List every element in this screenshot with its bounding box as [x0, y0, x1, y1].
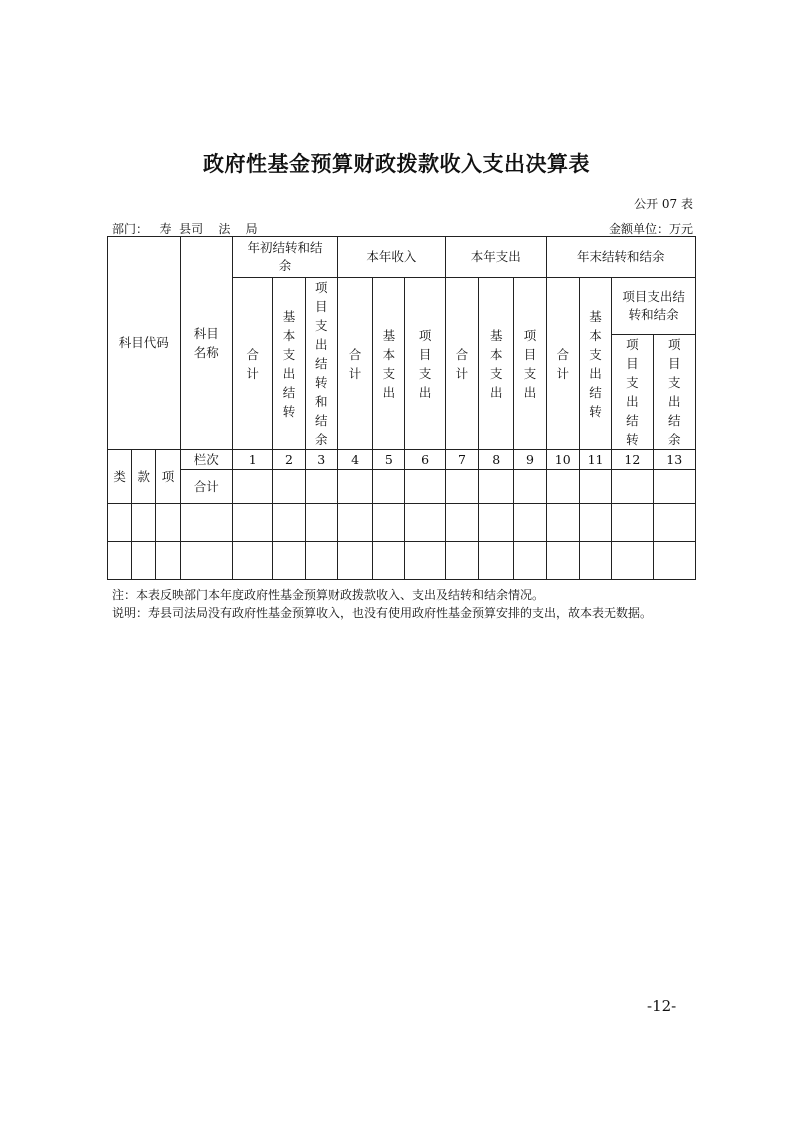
table-cell [108, 542, 132, 580]
code-level-class: 类 [108, 450, 132, 504]
closing-project-carry-header: 项目支出结转 [612, 335, 653, 450]
table-row [108, 542, 696, 580]
table-cell [305, 470, 337, 504]
table-cell [612, 504, 653, 542]
note-text: 注：本表反映部门本年度政府性基金预算财政拨款收入、支出及结转和结余情况。 [112, 588, 545, 602]
table-cell [445, 470, 478, 504]
closing-total-header: 合计 [546, 278, 579, 450]
table-cell [546, 470, 579, 504]
table-cell [337, 542, 372, 580]
closing-project-surplus-header: 项目支出结余 [653, 335, 696, 450]
income-total-header: 合计 [337, 278, 372, 450]
closing-project-group-header: 项目支出结转和结余 [612, 278, 696, 335]
table-cell [579, 470, 611, 504]
table-cell [514, 542, 546, 580]
column-number: 8 [479, 450, 514, 470]
column-number-label: 栏次 [180, 450, 232, 470]
table-cell [579, 542, 611, 580]
table-cell [108, 504, 132, 542]
department-label: 部门： 寿 县司 法 局 [112, 222, 258, 236]
income-project-header: 项目支出 [405, 278, 445, 450]
table-cell [305, 504, 337, 542]
opening-basic-header: 基本支出结转 [273, 278, 305, 450]
column-number: 4 [337, 450, 372, 470]
expense-basic-header: 基本支出 [479, 278, 514, 450]
table-cell [546, 504, 579, 542]
page-title: 政府性基金预算财政拨款收入支出决算表 [203, 152, 590, 176]
table-cell [514, 504, 546, 542]
table-cell [479, 470, 514, 504]
table-cell [653, 542, 696, 580]
table-cell [445, 504, 478, 542]
column-number: 11 [579, 450, 611, 470]
table-cell [180, 504, 232, 542]
amount-unit: 金额单位：万元 [608, 222, 693, 236]
column-number: 1 [233, 450, 273, 470]
column-number: 3 [305, 450, 337, 470]
table-cell [405, 470, 445, 504]
table-cell [546, 542, 579, 580]
explanation-text: 说明：寿县司法局没有政府性基金预算收入，也没有使用政府性基金预算安排的支出，故本表无数据。 [112, 606, 653, 620]
code-level-item: 项 [156, 450, 180, 504]
table-cell [156, 542, 180, 580]
table-cell [337, 504, 372, 542]
opening-balance-header: 年初结转和结余 [233, 237, 338, 278]
table-cell [180, 542, 232, 580]
table-cell [273, 504, 305, 542]
subject-code-header: 科目代码 [108, 237, 181, 450]
expense-total-header: 合计 [445, 278, 478, 450]
table-cell [479, 542, 514, 580]
column-number: 12 [612, 450, 653, 470]
table-cell [305, 542, 337, 580]
table-cell [233, 542, 273, 580]
table-cell [612, 542, 653, 580]
closing-basic-header: 基本支出结转 [579, 278, 611, 450]
form-number: 公开 07 表 [634, 197, 693, 211]
expense-project-header: 项目支出 [514, 278, 546, 450]
table-cell [653, 470, 696, 504]
table-cell [273, 542, 305, 580]
total-row-label: 合计 [180, 470, 232, 504]
table-cell [233, 470, 273, 504]
closing-balance-header: 年末结转和结余 [546, 237, 695, 278]
table-cell [405, 542, 445, 580]
table-cell [373, 504, 405, 542]
page-number: -12- [647, 997, 677, 1015]
opening-project-header: 项目支出结转和结余 [305, 278, 337, 450]
column-number: 10 [546, 450, 579, 470]
table-cell [132, 542, 156, 580]
column-number: 9 [514, 450, 546, 470]
table-row [108, 470, 696, 504]
table-cell [373, 470, 405, 504]
table-cell [156, 504, 180, 542]
table-cell [479, 504, 514, 542]
table-cell [233, 504, 273, 542]
table-row [108, 504, 696, 542]
income-header: 本年收入 [337, 237, 445, 278]
column-number: 2 [273, 450, 305, 470]
budget-table [107, 236, 696, 580]
column-number: 5 [373, 450, 405, 470]
table-cell [612, 470, 653, 504]
table-cell [445, 542, 478, 580]
table-cell [579, 504, 611, 542]
column-number: 13 [653, 450, 696, 470]
column-number: 6 [405, 450, 445, 470]
opening-total-header: 合计 [233, 278, 273, 450]
table-cell [132, 504, 156, 542]
expense-header: 本年支出 [445, 237, 546, 278]
table-cell [373, 542, 405, 580]
income-basic-header: 基本支出 [373, 278, 405, 450]
code-level-section: 款 [132, 450, 156, 504]
notes-block [112, 586, 652, 622]
column-number: 7 [445, 450, 478, 470]
table-cell [273, 470, 305, 504]
table-cell [514, 470, 546, 504]
table-cell [337, 470, 372, 504]
subject-name-header: 科目名称 [180, 237, 232, 450]
table-cell [405, 504, 445, 542]
table-cell [653, 504, 696, 542]
